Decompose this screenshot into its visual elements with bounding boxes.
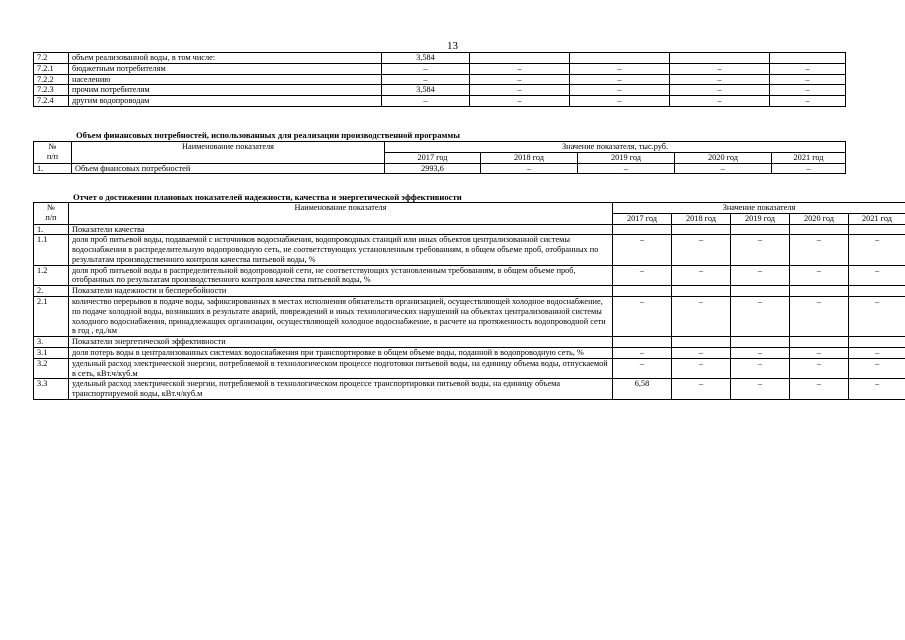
value-cell <box>570 53 670 64</box>
header-year: 2021 год <box>772 152 846 163</box>
row-number: 7.2 <box>34 53 69 64</box>
indicator-name: количество перерывов в подаче воды, зафиксированных в местах исполнения обязательств организацией, осуществляющей холодное водоснабжение, по подаче холодной воды, возникших в результате аварий, повреждений и иных технологических нарушений на объектах централизованной системы холодного водоснабжения, принадлежащих организации, осуществляющей холодное водоснабжение, в расчете на протяженность водопроводной сети в год , ед./км <box>69 297 613 337</box>
row-number: 1.2 <box>34 265 69 286</box>
empty-cell <box>731 224 790 235</box>
value-cell: – <box>790 347 849 358</box>
value-cell: – <box>670 96 770 107</box>
value-cell: – <box>790 379 849 400</box>
indicator-name: другим водопроводам <box>69 96 382 107</box>
value-cell: – <box>382 96 470 107</box>
empty-cell <box>849 224 905 235</box>
row-number: 3. <box>34 337 69 348</box>
header-year: 2020 год <box>790 213 849 224</box>
value-cell: – <box>672 347 731 358</box>
empty-cell <box>613 224 672 235</box>
value-cell: – <box>672 297 731 337</box>
row-number: 7.2.1 <box>34 63 69 74</box>
indicator-name: удельный расход электрической энергии, потребляемой в технологическом процессе транспортировки питьевой воды, на единицу объема транспортируемой воды, кВт.ч/куб.м <box>69 379 613 400</box>
empty-cell <box>849 337 905 348</box>
empty-cell <box>672 286 731 297</box>
page-number: 13 <box>447 40 458 52</box>
header-year: 2019 год <box>731 213 790 224</box>
table-row <box>34 85 846 96</box>
value-cell: – <box>570 63 670 74</box>
value-cell: – <box>382 74 470 85</box>
value-cell: – <box>731 379 790 400</box>
value-cell: – <box>849 379 905 400</box>
value-cell: – <box>731 235 790 265</box>
value-cell: 2993,6 <box>385 163 481 174</box>
header-year: 2019 год <box>578 152 675 163</box>
empty-cell <box>790 337 849 348</box>
table-financial-needs <box>33 141 846 174</box>
indicator-name: населению <box>69 74 382 85</box>
row-number: 3.2 <box>34 358 69 379</box>
indicator-name: доля потерь воды в централизованных системах водоснабжения при транспортировке в общем объеме воды, поданной в водопроводную сеть, % <box>69 347 613 358</box>
table-row <box>34 53 846 64</box>
table-row <box>34 297 905 337</box>
value-cell: 3,584 <box>382 85 470 96</box>
section-row <box>34 286 905 297</box>
row-number: 7.2.3 <box>34 85 69 96</box>
value-cell: – <box>382 63 470 74</box>
value-cell: – <box>772 163 846 174</box>
header-name: Наименование показателя <box>69 203 613 225</box>
value-cell: – <box>470 74 570 85</box>
value-cell: – <box>790 297 849 337</box>
section-title-financial: Объем финансовых потребностей, использованных для реализации производственной программы <box>76 130 460 140</box>
value-cell <box>670 53 770 64</box>
table-water-volume <box>33 52 846 107</box>
row-number: 7.2.4 <box>34 96 69 107</box>
table-row <box>34 235 905 265</box>
value-cell: – <box>613 347 672 358</box>
value-cell: – <box>470 85 570 96</box>
value-cell: – <box>470 96 570 107</box>
value-cell: – <box>578 163 675 174</box>
section-row <box>34 224 905 235</box>
section-heading: Показатели качества <box>69 224 613 235</box>
header-year: 2020 год <box>675 152 772 163</box>
value-cell: – <box>731 347 790 358</box>
value-cell: – <box>790 358 849 379</box>
header-row <box>34 142 846 153</box>
value-cell: – <box>613 297 672 337</box>
header-number-line1: № <box>48 142 57 151</box>
indicator-name: прочим потребителям <box>69 85 382 96</box>
value-cell: – <box>731 297 790 337</box>
value-cell: – <box>570 74 670 85</box>
empty-cell <box>790 224 849 235</box>
header-value: Значение показателя <box>613 203 905 214</box>
section-row <box>34 337 905 348</box>
value-cell: – <box>770 63 846 74</box>
row-number: 2.1 <box>34 297 69 337</box>
table-row <box>34 163 846 174</box>
value-cell: – <box>570 96 670 107</box>
header-number-line1: № <box>47 203 55 212</box>
value-cell: – <box>770 96 846 107</box>
value-cell: – <box>849 297 905 337</box>
value-cell: – <box>770 74 846 85</box>
empty-cell <box>672 337 731 348</box>
table-row <box>34 96 846 107</box>
header-year: 2018 год <box>672 213 731 224</box>
value-cell: – <box>613 235 672 265</box>
header-row <box>34 203 905 214</box>
row-number: 3.3 <box>34 379 69 400</box>
empty-cell <box>613 286 672 297</box>
value-cell <box>470 53 570 64</box>
section-heading: Показатели энергетической эффективности <box>69 337 613 348</box>
value-cell: – <box>672 235 731 265</box>
value-cell: – <box>570 85 670 96</box>
row-number: 2. <box>34 286 69 297</box>
value-cell: – <box>672 358 731 379</box>
indicator-name: Объем фиансовых потребностей <box>72 163 385 174</box>
row-number: 7.2.2 <box>34 74 69 85</box>
value-cell: 6,58 <box>613 379 672 400</box>
header-number-line2: п/п <box>46 151 59 161</box>
row-number: 3.1 <box>34 347 69 358</box>
value-cell: – <box>613 265 672 286</box>
value-cell: – <box>613 358 672 379</box>
header-year: 2017 год <box>385 152 481 163</box>
value-cell: – <box>670 85 770 96</box>
value-cell: – <box>731 265 790 286</box>
value-cell: – <box>790 265 849 286</box>
value-cell: – <box>670 74 770 85</box>
value-cell: – <box>675 163 772 174</box>
indicator-name: бюджетным потребителям <box>69 63 382 74</box>
header-year: 2021 год <box>849 213 905 224</box>
indicator-name: доля проб питьевой воды, подаваемой с источников водоснабжения, водопроводных станций или иных объектов централизованной системы водоснабжения в распределительную водопроводную сеть, не соответствующих установленным требованиям, в общем объеме проб, отобранных по результатам производственного контроля качества питьевой воды, % <box>69 235 613 265</box>
header-number-line2: п/п <box>45 212 57 222</box>
empty-cell <box>731 286 790 297</box>
empty-cell <box>849 286 905 297</box>
section-title-indicators: Отчет о достижении плановых показателей надежности, качества и энергетической эффективности <box>73 192 462 202</box>
value-cell: – <box>670 63 770 74</box>
table-row <box>34 347 905 358</box>
value-cell: – <box>849 235 905 265</box>
row-number: 1. <box>34 224 69 235</box>
value-cell: – <box>470 63 570 74</box>
table-row <box>34 358 905 379</box>
row-number: 1. <box>34 163 72 174</box>
header-year: 2018 год <box>481 152 578 163</box>
value-cell: – <box>849 265 905 286</box>
table-row <box>34 265 905 286</box>
indicator-name: объем реализованной воды, в том числе: <box>69 53 382 64</box>
value-cell: – <box>672 379 731 400</box>
indicator-name: доля проб питьевой воды в распределительной водопроводной сети, не соответствующих установленным требованиям, в общем объеме проб, отобранных по результатам производственного контроля качества питьевой воды, % <box>69 265 613 286</box>
table-row <box>34 379 905 400</box>
value-cell <box>770 53 846 64</box>
empty-cell <box>613 337 672 348</box>
header-number <box>34 203 69 225</box>
empty-cell <box>790 286 849 297</box>
table-row <box>34 63 846 74</box>
header-number <box>34 142 72 164</box>
header-value: Значение показателя, тыс.руб. <box>385 142 846 153</box>
section-heading: Показатели надежности и бесперебойности <box>69 286 613 297</box>
value-cell: – <box>849 347 905 358</box>
indicator-name: удельный расход электрической энергии, потребляемой в технологическом процессе подготовки питьевой воды, на единицу объема воды, отпускаемой в сеть, кВт.ч/куб.м <box>69 358 613 379</box>
value-cell: – <box>731 358 790 379</box>
table-row <box>34 74 846 85</box>
value-cell: – <box>790 235 849 265</box>
value-cell: – <box>481 163 578 174</box>
value-cell: – <box>672 265 731 286</box>
table-indicators <box>33 202 905 400</box>
empty-cell <box>672 224 731 235</box>
header-year: 2017 год <box>613 213 672 224</box>
value-cell: 3,584 <box>382 53 470 64</box>
empty-cell <box>731 337 790 348</box>
header-name: Наименование показателя <box>72 142 385 164</box>
value-cell: – <box>849 358 905 379</box>
row-number: 1.1 <box>34 235 69 265</box>
value-cell: – <box>770 85 846 96</box>
